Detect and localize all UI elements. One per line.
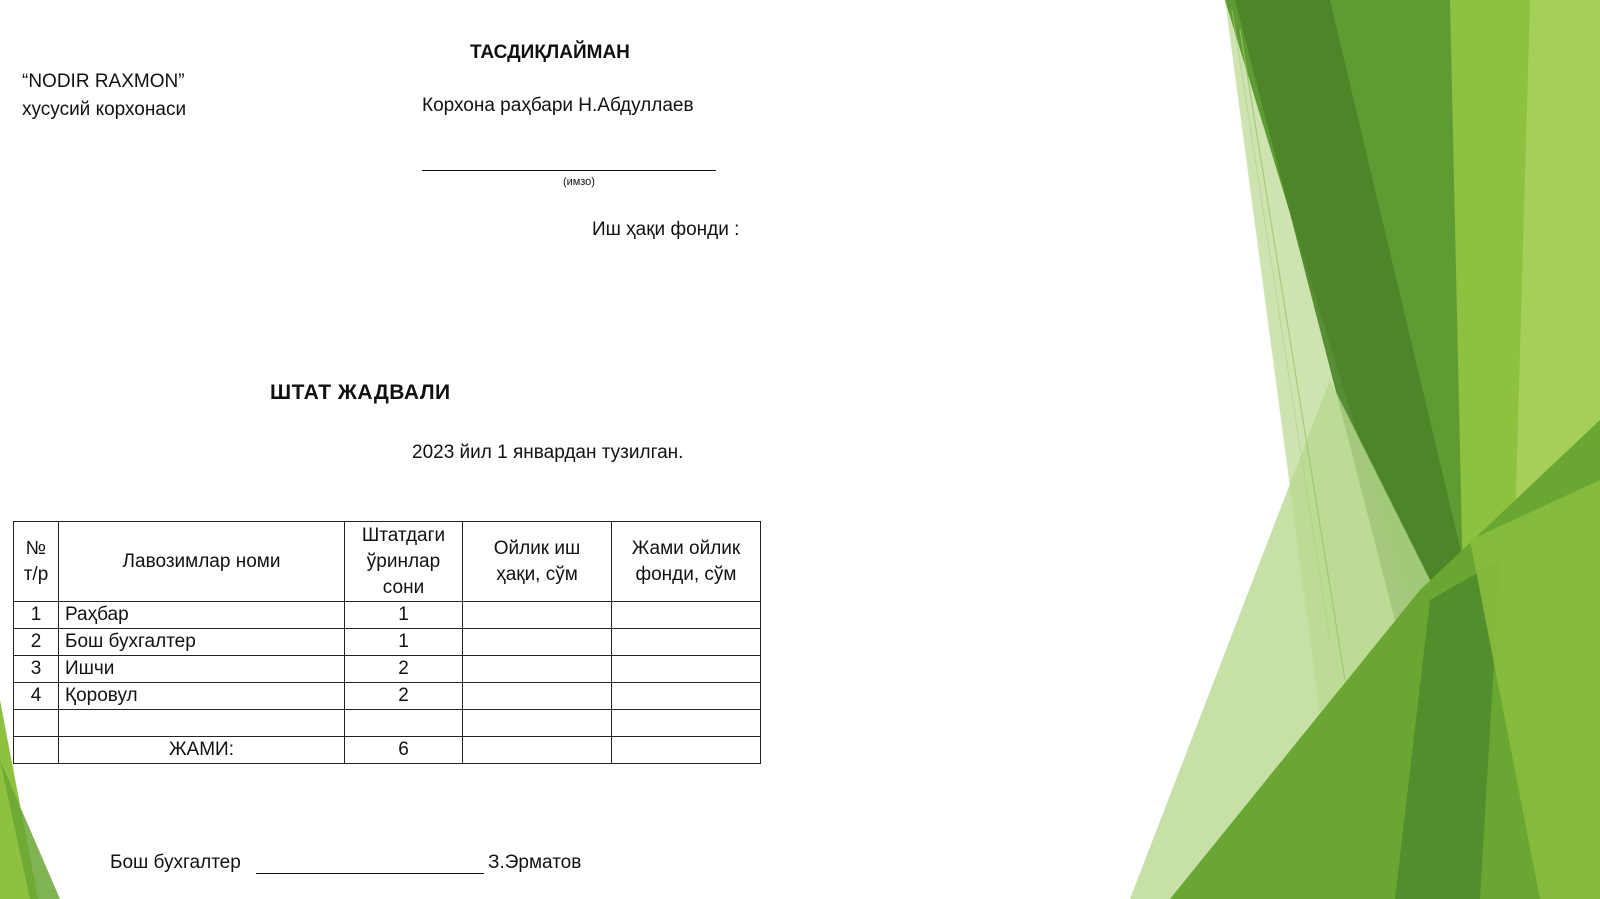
cell-num: 1 — [14, 602, 59, 629]
table-row — [14, 656, 761, 683]
total-fund — [612, 737, 761, 764]
header-num — [14, 522, 59, 602]
header-staff-line3: сони — [382, 576, 425, 598]
company-name — [22, 68, 186, 124]
total-salary — [463, 737, 612, 764]
cell-salary — [463, 710, 612, 737]
cell-num — [14, 737, 59, 764]
staff-schedule-table — [13, 521, 761, 764]
table-row — [14, 602, 761, 629]
header-position: Лавозимлар номи — [59, 522, 345, 602]
header-staff-count — [345, 522, 463, 602]
header-staff-line1: Штатдаги — [361, 524, 446, 546]
header-fund-line1: Жами ойлик — [631, 537, 741, 559]
cell-salary — [463, 629, 612, 656]
document-title: ШТАТ ЖАДВАЛИ — [270, 381, 451, 404]
cell-position: Ишчи — [59, 656, 345, 683]
signature-line — [422, 170, 716, 171]
company-name-line1: “NODIR RAXMON” — [22, 71, 185, 92]
cell-position: Раҳбар — [59, 602, 345, 629]
cell-fund — [612, 683, 761, 710]
table-row — [14, 629, 761, 656]
director-line: Корхона раҳбари Н.Абдуллаев — [422, 95, 694, 116]
document-date: 2023 йил 1 январдан тузилган. — [412, 442, 684, 463]
cell-position: Бош бухгалтер — [59, 629, 345, 656]
header-salary — [463, 522, 612, 602]
cell-num — [14, 710, 59, 737]
cell-fund — [612, 602, 761, 629]
cell-fund — [612, 656, 761, 683]
wage-fund-label: Иш ҳақи фонди : — [592, 219, 740, 240]
header-fund-line2: фонди, сўм — [635, 563, 737, 585]
accountant-label: Бош бухгалтер — [110, 852, 241, 873]
accountant-name: З.Эрматов — [488, 852, 582, 873]
table-row — [14, 710, 761, 737]
cell-position: Қоровул — [59, 683, 345, 710]
header-salary-line2: ҳақи, сўм — [496, 563, 578, 585]
cell-staff: 2 — [345, 683, 463, 710]
cell-staff: 1 — [345, 629, 463, 656]
cell-salary — [463, 656, 612, 683]
header-num-line1: № — [25, 537, 47, 559]
header-total-fund — [612, 522, 761, 602]
cell-fund — [612, 629, 761, 656]
cell-fund — [612, 710, 761, 737]
total-staff: 6 — [345, 737, 463, 764]
table-total-row — [14, 737, 761, 764]
cell-num: 2 — [14, 629, 59, 656]
cell-num: 4 — [14, 683, 59, 710]
cell-num: 3 — [14, 656, 59, 683]
approval-heading: ТАСДИҚЛАЙМАН — [470, 42, 630, 63]
header-salary-line1: Ойлик иш — [493, 537, 581, 559]
cell-staff: 1 — [345, 602, 463, 629]
cell-staff: 2 — [345, 656, 463, 683]
cell-salary — [463, 683, 612, 710]
signature-caption: (имзо) — [563, 176, 595, 188]
table-row — [14, 683, 761, 710]
cell-salary — [463, 602, 612, 629]
total-label: ЖАМИ: — [59, 737, 345, 764]
table-header-row — [14, 522, 761, 602]
accountant-signature-line — [256, 873, 484, 874]
company-name-line2: хусусий корхонаси — [22, 99, 187, 120]
cell-position — [59, 710, 345, 737]
header-staff-line2: ўринлар — [366, 550, 441, 572]
header-num-line2: т/р — [23, 563, 49, 585]
cell-staff — [345, 710, 463, 737]
